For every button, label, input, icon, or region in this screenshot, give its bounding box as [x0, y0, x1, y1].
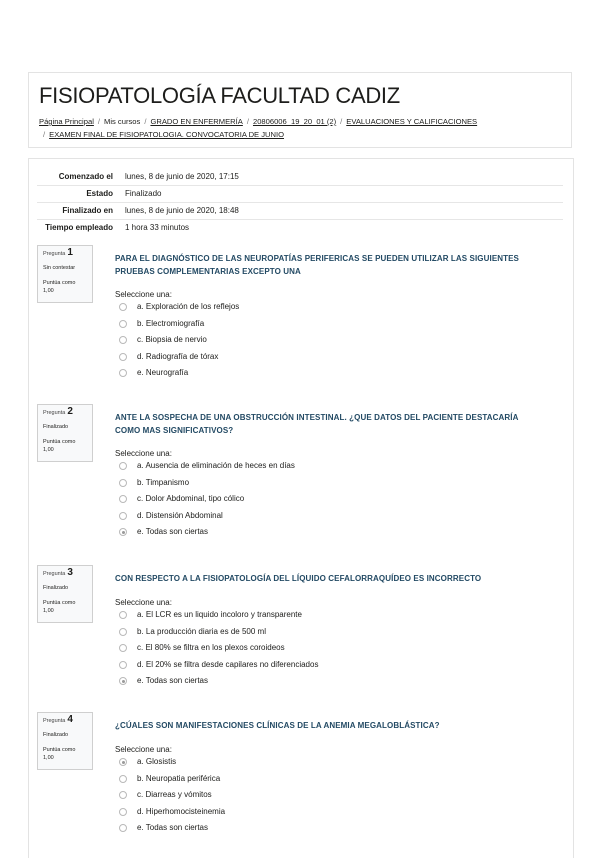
select-one-prompt: Seleccione una: — [115, 290, 172, 299]
answer-label: c. Dolor Abdominal, tipo cólico — [137, 494, 245, 504]
radio-button[interactable] — [119, 775, 127, 783]
breadcrumb-separator: / — [340, 117, 343, 126]
state-value: Finalizado — [125, 189, 162, 198]
started-label: Comenzado el — [58, 172, 113, 181]
answer-label: b. Electromiografía — [137, 318, 205, 328]
select-one-prompt: Seleccione una: — [115, 745, 172, 754]
answer-option[interactable] — [119, 774, 225, 791]
radio-button[interactable] — [119, 320, 127, 328]
answer-label: d. Hiperhomocisteinemia — [137, 806, 226, 816]
question-text: PARA EL DIAGNÓSTICO DE LAS NEUROPATÍAS PERIFERICAS SE PUEDEN UTILIZAR LAS SIGUIENTES PRUEBAS COMPLEMENTARIAS EXCEPTO UNA — [115, 254, 519, 276]
breadcrumb-exam[interactable]: EXAMEN FINAL DE FISIOPATOLOGIA. CONVOCATORIA DE JUNIO — [49, 130, 285, 139]
select-one-prompt: Seleccione una: — [115, 598, 172, 607]
answer-label: b. Timpanismo — [137, 477, 190, 487]
breadcrumb-home[interactable]: Página Principal — [39, 117, 94, 126]
question-number: Pregunta 2 — [43, 406, 73, 417]
question-state: Sin contestar — [43, 265, 76, 271]
answer-label: a. Glosistis — [137, 757, 177, 766]
question-number: Pregunta 4 — [43, 714, 73, 725]
answer-label: b. La producción diaria es de 500 ml — [137, 626, 266, 636]
answer-label: a. Exploración de los reflejos — [137, 302, 240, 311]
radio-button[interactable] — [119, 336, 127, 344]
radio-button[interactable] — [119, 303, 127, 311]
radio-button[interactable] — [119, 369, 127, 377]
answer-option[interactable] — [119, 335, 239, 352]
answer-label: e. Todas son ciertas — [137, 676, 209, 686]
radio-button[interactable] — [119, 479, 127, 487]
breadcrumb-degree[interactable]: GRADO EN ENFERMERÍA — [150, 117, 243, 126]
question-info — [37, 712, 93, 770]
question-text: ¿CÚALES SON MANIFESTACIONES CLÍNICAS DE LA ANEMIA MEGALOBLÁSTICA? — [115, 721, 440, 730]
radio-button[interactable] — [119, 628, 127, 636]
answer-label: a. El LCR es un liquido incoloro y transparente — [137, 610, 302, 619]
answer-label: e. Todas son ciertas — [137, 527, 209, 537]
breadcrumb-my-courses: Mis cursos — [104, 117, 141, 126]
radio-button[interactable] — [119, 512, 127, 520]
radio-button[interactable] — [119, 661, 127, 669]
breadcrumb — [39, 115, 559, 141]
answer-label: b. Neuropatia periférica — [137, 773, 221, 783]
question-number: Pregunta 1 — [43, 247, 73, 258]
breadcrumb-separator: / — [144, 117, 147, 126]
question-number: Pregunta 3 — [43, 567, 73, 578]
radio-button[interactable] — [119, 824, 127, 832]
breadcrumb-separator: / — [246, 117, 249, 126]
answer-option[interactable] — [119, 527, 295, 544]
answer-list — [119, 757, 225, 840]
question-info — [37, 565, 93, 623]
page-title: FISIOPATOLOGÍA FACULTAD CADIZ — [39, 83, 400, 108]
radio-button[interactable] — [119, 611, 127, 619]
answer-label: d. El 20% se filtra desde capilares no diferenciados — [137, 659, 319, 669]
answer-label: a. Ausencia de eliminación de heces en días — [137, 461, 295, 470]
answer-label: e. Neurografía — [137, 368, 189, 378]
answer-label: c. Biopsia de nervio — [137, 335, 207, 345]
answer-option[interactable] — [119, 494, 295, 511]
answer-option[interactable] — [119, 807, 225, 824]
question-state: Finalizado — [43, 424, 69, 430]
breadcrumb-separator: / — [43, 130, 46, 139]
quiz-review — [28, 158, 574, 858]
answer-option[interactable] — [119, 790, 225, 807]
answer-option[interactable] — [119, 478, 295, 495]
answer-option[interactable] — [119, 643, 318, 660]
started-value: lunes, 8 de junio de 2020, 17:15 — [125, 172, 239, 181]
radio-button[interactable] — [119, 462, 127, 470]
radio-button-selected[interactable] — [119, 677, 127, 685]
radio-button-selected[interactable] — [119, 758, 127, 766]
question-grade: Puntúa como 1,00 — [43, 747, 76, 761]
question-state: Finalizado — [43, 732, 69, 738]
answer-option[interactable] — [119, 302, 239, 319]
answer-list — [119, 461, 295, 544]
question-grade: Puntúa como 1,00 — [43, 600, 76, 614]
answer-option[interactable] — [119, 610, 318, 627]
answer-label: c. El 80% se filtra en los plexos coroideos — [137, 643, 285, 653]
question-state: Finalizado — [43, 585, 69, 591]
answer-list — [119, 302, 239, 385]
radio-button[interactable] — [119, 644, 127, 652]
answer-option[interactable] — [119, 757, 225, 774]
answer-option[interactable] — [119, 511, 295, 528]
answer-option[interactable] — [119, 319, 239, 336]
breadcrumb-course[interactable]: 20806006_19_20_01 (2) — [252, 117, 337, 126]
question-info — [37, 404, 93, 462]
finished-value: lunes, 8 de junio de 2020, 18:48 — [125, 206, 239, 215]
answer-option[interactable] — [119, 660, 318, 677]
answer-option[interactable] — [119, 823, 225, 840]
time-taken-value: 1 hora 33 minutos — [125, 223, 190, 232]
answer-option[interactable] — [119, 352, 239, 369]
answer-label: d. Radiografía de tórax — [137, 351, 219, 361]
breadcrumb-evaluations[interactable]: EVALUACIONES Y CALIFICACIONES — [346, 117, 478, 126]
state-label: Estado — [86, 189, 113, 198]
question-grade: Puntúa como 1,00 — [43, 280, 76, 294]
radio-button[interactable] — [119, 353, 127, 361]
question-info — [37, 245, 93, 303]
radio-button[interactable] — [119, 808, 127, 816]
attempt-summary — [37, 169, 563, 236]
answer-label: e. Todas son ciertas — [137, 823, 209, 833]
finished-label: Finalizado en — [62, 206, 113, 215]
page-header — [28, 72, 572, 148]
radio-button[interactable] — [119, 495, 127, 503]
select-one-prompt: Seleccione una: — [115, 449, 172, 458]
question-text: CON RESPECTO A LA FISIOPATOLOGÍA DEL LÍQUIDO CEFALORRAQUÍDEO ES INCORRECTO — [115, 574, 482, 583]
breadcrumb-separator: / — [97, 117, 101, 126]
radio-button-selected[interactable] — [119, 528, 127, 536]
question-grade: Puntúa como 1,00 — [43, 439, 76, 453]
answer-option[interactable] — [119, 461, 295, 478]
answer-label: c. Diarreas y vómitos — [137, 790, 212, 800]
answer-option[interactable] — [119, 627, 318, 644]
radio-button[interactable] — [119, 791, 127, 799]
answer-option[interactable] — [119, 676, 318, 693]
time-taken-label: Tiempo empleado — [45, 223, 113, 232]
answer-label: d. Distensión Abdominal — [137, 510, 223, 520]
answer-option[interactable] — [119, 368, 239, 385]
question-text: ANTE LA SOSPECHA DE UNA OBSTRUCCIÓN INTESTINAL. ¿QUE DATOS DEL PACIENTE DESTACARÍA COMO MAS SIGNIFICATIVOS? — [115, 413, 519, 435]
answer-list — [119, 610, 318, 693]
